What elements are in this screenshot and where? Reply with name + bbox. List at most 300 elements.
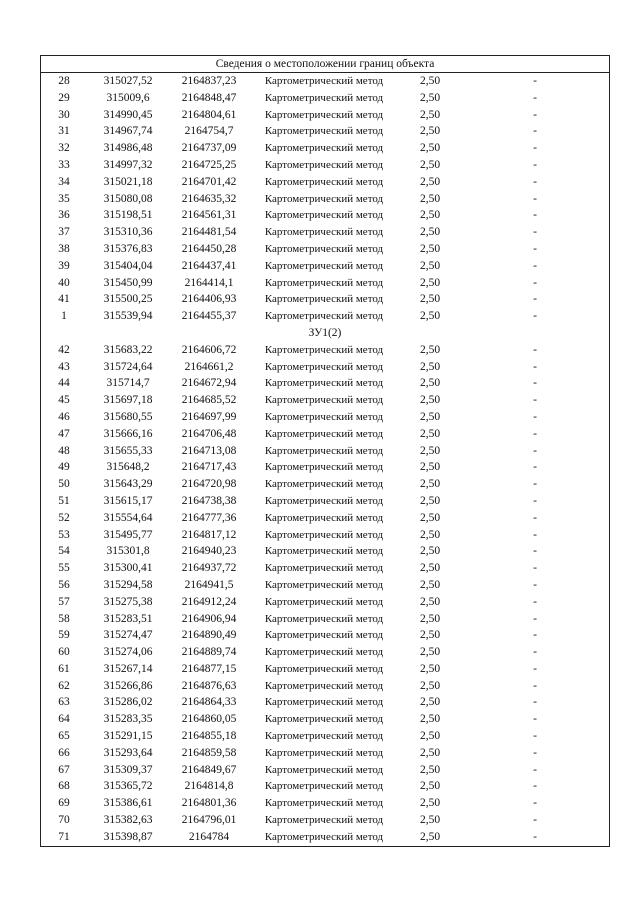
method-cell: Картометрический метод — [264, 75, 384, 87]
description-cell: - — [533, 830, 537, 843]
point-number: 44 — [58, 377, 70, 390]
table-row — [41, 644, 609, 661]
coord-y: 2164481,54 — [181, 226, 237, 239]
coord-x: 315500,25 — [103, 293, 153, 306]
method-cell: Картометрический метод — [264, 595, 384, 608]
method-cell: Картометрический метод — [264, 629, 384, 642]
method-cell: Картометрический метод — [264, 679, 384, 692]
method-cell: Картометрический метод — [264, 360, 384, 373]
precision-cell: 2,50 — [419, 763, 441, 776]
description-cell: - — [533, 528, 537, 541]
table-row — [41, 392, 609, 409]
point-number: 29 — [58, 91, 70, 104]
point-number: 33 — [58, 158, 70, 171]
precision-cell: 2,50 — [419, 595, 441, 608]
precision-cell: 2,50 — [419, 746, 441, 759]
method-cell: Картометрический метод — [264, 158, 384, 171]
precision-cell: 2,50 — [419, 158, 441, 171]
coord-y: 2164814,8 — [184, 780, 234, 793]
description-cell: - — [533, 192, 537, 205]
point-number: 47 — [58, 427, 70, 440]
description-cell: - — [533, 209, 537, 222]
point-number: 36 — [58, 209, 70, 222]
precision-cell: 2,50 — [419, 276, 441, 289]
coord-x: 315198,51 — [103, 209, 153, 222]
coord-x: 315404,04 — [103, 259, 153, 272]
point-number: 68 — [58, 780, 70, 793]
point-group-2 — [41, 342, 609, 846]
point-number: 56 — [58, 578, 70, 591]
coord-x: 315365,72 — [103, 780, 153, 793]
coord-x: 315495,77 — [103, 528, 153, 541]
table-row — [41, 207, 609, 224]
point-number: 62 — [58, 679, 70, 692]
precision-cell: 2,50 — [419, 259, 441, 272]
coord-y: 2164713,08 — [181, 444, 237, 457]
precision-cell: 2,50 — [419, 293, 441, 306]
coord-y: 2164837,23 — [181, 75, 237, 87]
method-cell: Картометрический метод — [264, 142, 384, 155]
table-row — [41, 459, 609, 476]
description-cell: - — [533, 125, 537, 138]
coord-x: 315274,47 — [103, 629, 153, 642]
coord-x: 315648,2 — [106, 461, 150, 474]
coord-x: 315283,51 — [103, 612, 153, 625]
precision-cell: 2,50 — [419, 629, 441, 642]
description-cell: - — [533, 175, 537, 188]
description-cell: - — [533, 91, 537, 104]
coord-x: 315310,36 — [103, 226, 153, 239]
description-cell: - — [533, 478, 537, 491]
table-caption: Сведения о местоположении границ объекта — [41, 56, 609, 73]
coord-y: 2164877,15 — [181, 662, 237, 675]
point-number: 65 — [58, 730, 70, 743]
table-row — [41, 275, 609, 292]
coord-x: 315274,06 — [103, 646, 153, 659]
precision-cell: 2,50 — [419, 377, 441, 390]
coord-x: 315615,17 — [103, 494, 153, 507]
precision-cell: 2,50 — [419, 209, 441, 222]
point-number: 39 — [58, 259, 70, 272]
description-cell: - — [533, 377, 537, 390]
coord-y: 2164864,33 — [181, 696, 237, 709]
method-cell: Картометрический метод — [264, 494, 384, 507]
precision-cell: 2,50 — [419, 175, 441, 188]
coord-y: 2164685,52 — [181, 394, 237, 407]
coord-x: 315376,83 — [103, 242, 153, 255]
precision-cell: 2,50 — [419, 226, 441, 239]
coord-y: 2164701,42 — [181, 175, 237, 188]
description-cell: - — [533, 679, 537, 692]
coord-x: 315294,58 — [103, 578, 153, 591]
coord-x: 315301,8 — [106, 545, 150, 558]
point-number: 54 — [58, 545, 70, 558]
coord-y: 2164737,09 — [181, 142, 237, 155]
table-row — [41, 627, 609, 644]
method-cell: Картометрический метод — [264, 259, 384, 272]
method-cell: Картометрический метод — [264, 730, 384, 743]
description-cell: - — [533, 242, 537, 255]
coord-x: 315683,22 — [103, 343, 153, 356]
precision-cell: 2,50 — [419, 343, 441, 356]
method-cell: Картометрический метод — [264, 108, 384, 121]
coord-y: 2164817,12 — [181, 528, 237, 541]
table-row — [41, 476, 609, 493]
table-row — [41, 543, 609, 560]
table-row — [41, 510, 609, 527]
description-cell: - — [533, 226, 537, 239]
coord-x: 315655,33 — [103, 444, 153, 457]
table-row — [41, 140, 609, 157]
precision-cell: 2,50 — [419, 578, 441, 591]
coord-x: 315724,64 — [103, 360, 153, 373]
precision-cell: 2,50 — [419, 242, 441, 255]
coord-y: 2164890,49 — [181, 629, 237, 642]
point-number: 57 — [58, 595, 70, 608]
coord-y: 2164859,58 — [181, 746, 237, 759]
method-cell: Картометрический метод — [264, 293, 384, 306]
table-row — [41, 577, 609, 594]
coord-y: 2164906,94 — [181, 612, 237, 625]
method-cell: Картометрический метод — [264, 226, 384, 239]
method-cell: Картометрический метод — [264, 192, 384, 205]
description-cell: - — [533, 158, 537, 171]
table-row — [41, 157, 609, 174]
method-cell: Картометрический метод — [264, 746, 384, 759]
method-cell: Картометрический метод — [264, 511, 384, 524]
table-row — [41, 829, 609, 846]
precision-cell: 2,50 — [419, 75, 441, 87]
method-cell: Картометрический метод — [264, 410, 384, 423]
coord-x: 315009,6 — [106, 91, 150, 104]
coord-y: 2164848,47 — [181, 91, 237, 104]
table-row — [41, 224, 609, 241]
method-cell: Картометрический метод — [264, 696, 384, 709]
description-cell: - — [533, 763, 537, 776]
coord-y: 2164889,74 — [181, 646, 237, 659]
coord-y: 2164796,01 — [181, 814, 237, 827]
description-cell: - — [533, 730, 537, 743]
description-cell: - — [533, 108, 537, 121]
description-cell: - — [533, 360, 537, 373]
coord-x: 315275,38 — [103, 595, 153, 608]
description-cell: - — [533, 629, 537, 642]
table-row — [41, 409, 609, 426]
description-cell: - — [533, 713, 537, 726]
method-cell: Картометрический метод — [264, 478, 384, 491]
coord-y: 2164849,67 — [181, 763, 237, 776]
coord-y: 2164754,7 — [184, 125, 234, 138]
coord-x: 315382,63 — [103, 814, 153, 827]
method-cell: Картометрический метод — [264, 343, 384, 356]
description-cell: - — [533, 662, 537, 675]
method-cell: Картометрический метод — [264, 612, 384, 625]
description-cell: - — [533, 494, 537, 507]
point-number: 41 — [58, 293, 70, 306]
table-row — [41, 258, 609, 275]
table-row — [41, 745, 609, 762]
coord-x: 315267,14 — [103, 662, 153, 675]
description-cell: - — [533, 259, 537, 272]
point-number: 66 — [58, 746, 70, 759]
method-cell: Картометрический метод — [264, 830, 384, 843]
coord-x: 315697,18 — [103, 394, 153, 407]
coord-y: 2164720,98 — [181, 478, 237, 491]
description-cell: - — [533, 444, 537, 457]
coord-y: 2164912,24 — [181, 595, 237, 608]
method-cell: Картометрический метод — [264, 175, 384, 188]
table-row — [41, 493, 609, 510]
method-cell: Картометрический метод — [264, 91, 384, 104]
method-cell: Картометрический метод — [264, 125, 384, 138]
coord-x: 315286,02 — [103, 696, 153, 709]
precision-cell: 2,50 — [419, 108, 441, 121]
coord-x: 315021,18 — [103, 175, 153, 188]
precision-cell: 2,50 — [419, 646, 441, 659]
precision-cell: 2,50 — [419, 713, 441, 726]
precision-cell: 2,50 — [419, 612, 441, 625]
coord-x: 315539,94 — [103, 310, 153, 323]
table-row — [41, 661, 609, 678]
precision-cell: 2,50 — [419, 494, 441, 507]
method-cell: Картометрический метод — [264, 662, 384, 675]
point-number: 35 — [58, 192, 70, 205]
coord-y: 2164697,99 — [181, 410, 237, 423]
method-cell: Картометрический метод — [264, 814, 384, 827]
table-row — [41, 711, 609, 728]
table-row — [41, 728, 609, 745]
table-row — [41, 611, 609, 628]
table-row — [41, 308, 609, 325]
description-cell: - — [533, 545, 537, 558]
coord-x: 315283,35 — [103, 713, 153, 726]
coord-y: 2164661,2 — [184, 360, 234, 373]
point-number: 32 — [58, 142, 70, 155]
description-cell: - — [533, 461, 537, 474]
coord-y: 2164777,36 — [181, 511, 237, 524]
precision-cell: 2,50 — [419, 679, 441, 692]
method-cell: Картометрический метод — [264, 713, 384, 726]
description-cell: - — [533, 814, 537, 827]
method-cell: Картометрический метод — [264, 578, 384, 591]
precision-cell: 2,50 — [419, 360, 441, 373]
table-row — [41, 73, 609, 90]
method-cell: Картометрический метод — [264, 763, 384, 776]
precision-cell: 2,50 — [419, 427, 441, 440]
point-number: 38 — [58, 242, 70, 255]
description-cell: - — [533, 696, 537, 709]
description-cell: - — [533, 410, 537, 423]
description-cell: - — [533, 746, 537, 759]
precision-cell: 2,50 — [419, 528, 441, 541]
precision-cell: 2,50 — [419, 142, 441, 155]
table-row — [41, 443, 609, 460]
coord-y: 2164784 — [188, 830, 230, 843]
precision-cell: 2,50 — [419, 310, 441, 323]
method-cell: Картометрический метод — [264, 646, 384, 659]
precision-cell: 2,50 — [419, 125, 441, 138]
coord-y: 2164672,94 — [181, 377, 237, 390]
coord-x: 314997,32 — [103, 158, 153, 171]
coord-x: 315680,55 — [103, 410, 153, 423]
point-number: 63 — [58, 696, 70, 709]
precision-cell: 2,50 — [419, 830, 441, 843]
table-row — [41, 291, 609, 308]
coord-x: 315293,64 — [103, 746, 153, 759]
coord-x: 315643,29 — [103, 478, 153, 491]
table-row — [41, 426, 609, 443]
description-cell: - — [533, 780, 537, 793]
coord-y: 2164801,36 — [181, 797, 237, 810]
description-cell: - — [533, 595, 537, 608]
point-number: 59 — [58, 629, 70, 642]
coord-x: 315291,15 — [103, 730, 153, 743]
coord-x: 314990,45 — [103, 108, 153, 121]
method-cell: Картометрический метод — [264, 461, 384, 474]
precision-cell: 2,50 — [419, 545, 441, 558]
coord-y: 2164450,28 — [181, 242, 237, 255]
table-row — [41, 678, 609, 695]
coord-x: 315554,64 — [103, 511, 153, 524]
table-row — [41, 123, 609, 140]
description-cell: - — [533, 343, 537, 356]
table-row — [41, 594, 609, 611]
precision-cell: 2,50 — [419, 780, 441, 793]
coord-y: 2164876,63 — [181, 679, 237, 692]
coord-y: 2164804,61 — [181, 108, 237, 121]
precision-cell: 2,50 — [419, 696, 441, 709]
point-number: 71 — [58, 830, 70, 843]
table-row — [41, 762, 609, 779]
table-row — [41, 694, 609, 711]
precision-cell: 2,50 — [419, 730, 441, 743]
method-cell: Картометрический метод — [264, 780, 384, 793]
coord-x: 314986,48 — [103, 142, 153, 155]
precision-cell: 2,50 — [419, 91, 441, 104]
table-row — [41, 174, 609, 191]
point-group-1 — [41, 73, 609, 325]
table-row — [41, 191, 609, 208]
coord-y: 2164937,72 — [181, 562, 237, 575]
coord-x: 315450,99 — [103, 276, 153, 289]
method-cell: Картометрический метод — [264, 209, 384, 222]
point-number: 46 — [58, 410, 70, 423]
table-row — [41, 90, 609, 107]
point-number: 30 — [58, 108, 70, 121]
method-cell: Картометрический метод — [264, 242, 384, 255]
table-row — [41, 812, 609, 829]
coord-y: 2164635,32 — [181, 192, 237, 205]
coord-y: 2164414,1 — [184, 276, 234, 289]
point-number: 69 — [58, 797, 70, 810]
coordinates-table — [40, 55, 610, 847]
point-number: 55 — [58, 562, 70, 575]
precision-cell: 2,50 — [419, 444, 441, 457]
table-row — [41, 795, 609, 812]
table-row — [41, 778, 609, 795]
table-row — [41, 527, 609, 544]
coord-y: 2164941,5 — [184, 578, 234, 591]
point-number: 34 — [58, 175, 70, 188]
point-number: 37 — [58, 226, 70, 239]
table-row — [41, 359, 609, 376]
method-cell: Картометрический метод — [264, 528, 384, 541]
point-number: 45 — [58, 394, 70, 407]
point-number: 31 — [58, 125, 70, 138]
coord-y: 2164561,31 — [181, 209, 237, 222]
point-number: 60 — [58, 646, 70, 659]
coord-x: 315027,52 — [103, 75, 153, 87]
point-number: 1 — [61, 310, 67, 323]
point-number: 53 — [58, 528, 70, 541]
method-cell: Картометрический метод — [264, 310, 384, 323]
coord-x: 314967,74 — [103, 125, 153, 138]
description-cell: - — [533, 612, 537, 625]
description-cell: - — [533, 276, 537, 289]
coord-x: 315309,37 — [103, 763, 153, 776]
method-cell: Картометрический метод — [264, 394, 384, 407]
point-number: 64 — [58, 713, 70, 726]
description-cell: - — [533, 142, 537, 155]
precision-cell: 2,50 — [419, 797, 441, 810]
description-cell: - — [533, 562, 537, 575]
coord-x: 315398,87 — [103, 830, 153, 843]
point-number: 70 — [58, 814, 70, 827]
point-number: 49 — [58, 461, 70, 474]
method-cell: Картометрический метод — [264, 276, 384, 289]
point-number: 42 — [58, 343, 70, 356]
point-number: 28 — [58, 75, 70, 87]
point-number: 50 — [58, 478, 70, 491]
coord-y: 2164855,18 — [181, 730, 237, 743]
table-row — [41, 342, 609, 359]
coord-x: 315080,08 — [103, 192, 153, 205]
table-row — [41, 107, 609, 124]
coord-x: 315714,7 — [106, 377, 150, 390]
method-cell: Картометрический метод — [264, 545, 384, 558]
method-cell: Картометрический метод — [264, 444, 384, 457]
description-cell: - — [533, 427, 537, 440]
precision-cell: 2,50 — [419, 192, 441, 205]
method-cell: Картометрический метод — [264, 377, 384, 390]
precision-cell: 2,50 — [419, 814, 441, 827]
description-cell: - — [533, 578, 537, 591]
coord-y: 2164738,38 — [181, 494, 237, 507]
coord-y: 2164717,43 — [181, 461, 237, 474]
description-cell: - — [533, 75, 537, 87]
precision-cell: 2,50 — [419, 511, 441, 524]
coord-y: 2164455,37 — [181, 310, 237, 323]
point-number: 67 — [58, 763, 70, 776]
precision-cell: 2,50 — [419, 461, 441, 474]
coord-y: 2164606,72 — [181, 343, 237, 356]
point-number: 48 — [58, 444, 70, 457]
precision-cell: 2,50 — [419, 394, 441, 407]
table-row — [41, 241, 609, 258]
coord-x: 315386,61 — [103, 797, 153, 810]
precision-cell: 2,50 — [419, 410, 441, 423]
coord-x: 315666,16 — [103, 427, 153, 440]
method-cell: Картометрический метод — [264, 562, 384, 575]
coord-x: 315300,41 — [103, 562, 153, 575]
point-number: 40 — [58, 276, 70, 289]
coord-y: 2164725,25 — [181, 158, 237, 171]
table-row — [41, 560, 609, 577]
coord-y: 2164706,48 — [181, 427, 237, 440]
coord-y: 2164406,93 — [181, 293, 237, 306]
description-cell: - — [533, 797, 537, 810]
coord-y: 2164860,05 — [181, 713, 237, 726]
